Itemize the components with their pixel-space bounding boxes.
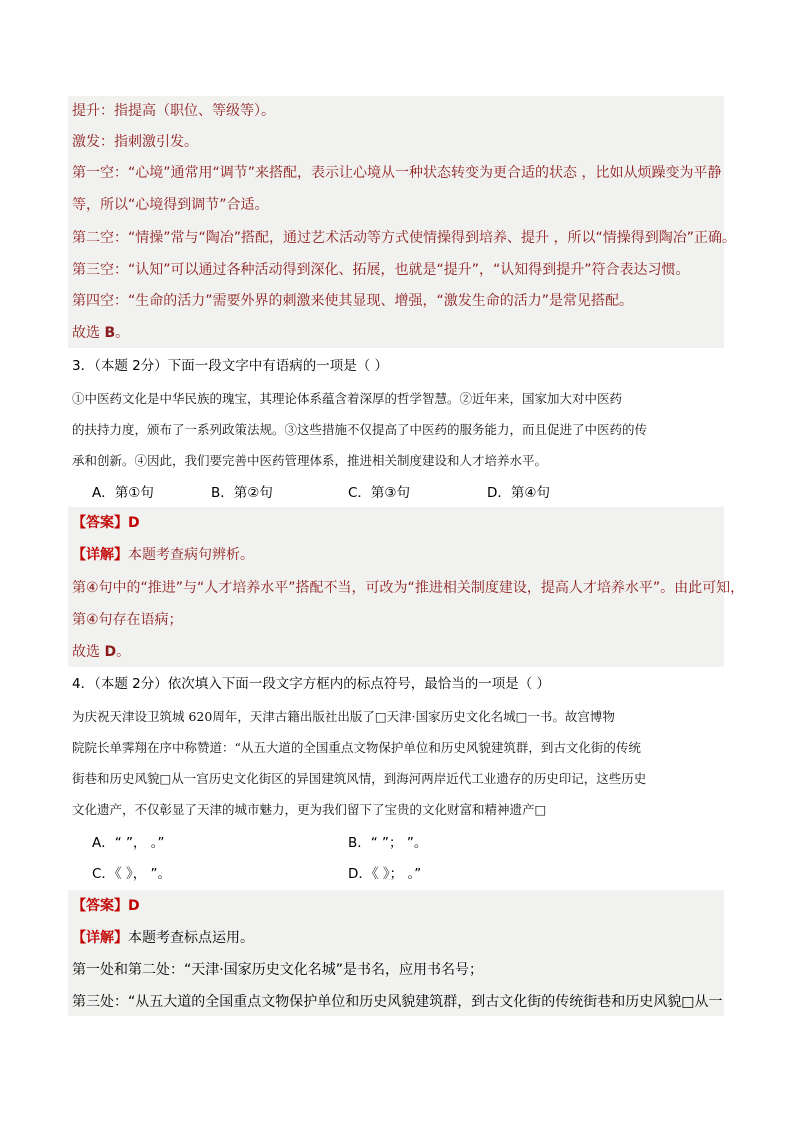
question-4-detail <box>72 929 254 947</box>
explanation-line: 提升：指提高（职位、等级等）。 <box>72 103 275 119</box>
question-4-option-a: A．“ ”， 。” <box>92 835 165 851</box>
conclusion-letter: D <box>104 644 117 660</box>
question-3-option-d: D．第④句 <box>487 485 550 501</box>
question-4-stem: 4．（本题 2分）依次填入下面一段文字方框内的标点符号，最恰当的一项是（ ） <box>72 676 551 692</box>
question-4-option-c: C．《 》， ”。 <box>92 866 172 882</box>
conclusion-prefix: 故选 <box>72 644 105 660</box>
question-4-passage-line: 院院长单霁翔在序中称赞道：“从五大道的全国重点文物保护单位和历史风貌建筑群，到古文化街的传统 <box>72 740 641 755</box>
question-4-option-b: B．“ ”； ”。 <box>348 835 428 851</box>
detail-intro: 本题考查标点运用。 <box>128 930 254 946</box>
answer-label: 【答案】 <box>72 898 128 914</box>
question-3-passage-line: 的扶持力度，颁布了一系列政策法规。③这些措施不仅提高了中医药的服务能力，而且促进了中医药的传 <box>72 422 648 437</box>
question-4-passage-line: 文化遗产，不仅彰显了天津的城市魅力，更为我们留下了宝贵的文化财富和精神遗产□ <box>72 802 547 817</box>
conclusion-suffix: 。 <box>115 325 130 341</box>
explanation-line: 第四空：“生命的活力”需要外界的刺激来使其显现、增强，“激发生命的活力”是常见搭配。 <box>72 293 634 309</box>
question-4-answer <box>72 897 140 915</box>
answer-letter: D <box>128 898 140 914</box>
explanation-line: 等，所以“心境得到调节”合适。 <box>72 197 269 213</box>
question-3-option-c: C．第③句 <box>348 485 411 501</box>
answer-label: 【答案】 <box>72 515 128 531</box>
detail-label: 【详解】 <box>72 930 128 946</box>
explanation-line: 第一空：“心境”通常用“调节”来搭配，表示让心境从一种状态转变为更合适的状态 ，比如从烦躁变为平静 <box>72 165 722 181</box>
detail-label: 【详解】 <box>72 547 128 563</box>
conclusion-line <box>72 324 129 342</box>
question-4-detail-line: 第一处和第二处：“天津·国家历史文化名城”是书名，应用书名号； <box>72 962 483 978</box>
question-3-stem: 3．（本题 2分）下面一段文字中有语病的一项是（ ） <box>72 358 389 374</box>
question-3-passage-line: 承和创新。④因此，我们要完善中医药管理体系，推进相关制度建设和人才培养水平。 <box>72 453 548 468</box>
question-3-conclusion <box>72 643 130 661</box>
question-4-passage-line: 街巷和历史风貌□从一宫历史文化街区的异国建筑风情，到海河两岸近代工业遗存的历史印记，这些历史 <box>72 771 647 786</box>
explanation-line: 激发：指刺激引发。 <box>72 134 198 150</box>
question-3-detail <box>72 546 254 564</box>
question-3-option-b: B．第②句 <box>211 485 273 501</box>
conclusion-prefix: 故选 <box>72 325 105 341</box>
question-3-detail-line: 第④句中的“推进”与“人才培养水平”搭配不当，可改为“推进相关制度建设，提高人才培养水平”。由此可知， <box>72 580 745 596</box>
question-3-detail-line: 第④句存在语病； <box>72 612 183 628</box>
question-4-passage-line: 为庆祝天津设卫筑城 620周年，天津古籍出版社出版了□天津·国家历史文化名城□一书。故宫博物 <box>72 709 615 724</box>
question-3-passage-line: ①中医药文化是中华民族的瑰宝，其理论体系蕴含着深厚的哲学智慧。②近年来，国家加大对中医药 <box>72 391 623 406</box>
explanation-line: 第二空：“情操”常与“陶冶”搭配，通过艺术活动等方式使情操得到培养、提升 ，所以“情操得到陶冶”正确。 <box>72 230 736 246</box>
explanation-line: 第三空：“认知”可以通过各种活动得到深化、拓展，也就是“提升”，“认知得到提升”符合表达习惯。 <box>72 262 690 278</box>
question-3-answer <box>72 514 140 532</box>
conclusion-letter: B <box>104 325 116 341</box>
conclusion-suffix: 。 <box>116 644 131 660</box>
answer-letter: D <box>128 515 140 531</box>
question-4-option-d: D．《 》； 。” <box>348 866 422 882</box>
question-4-detail-line: 第三处：“从五大道的全国重点文物保护单位和历史风貌建筑群，到古文化街的传统街巷和历史风貌□从一 <box>72 994 723 1010</box>
question-3-option-a: A．第①句 <box>92 485 154 501</box>
detail-intro: 本题考查病句辨析。 <box>128 547 254 563</box>
